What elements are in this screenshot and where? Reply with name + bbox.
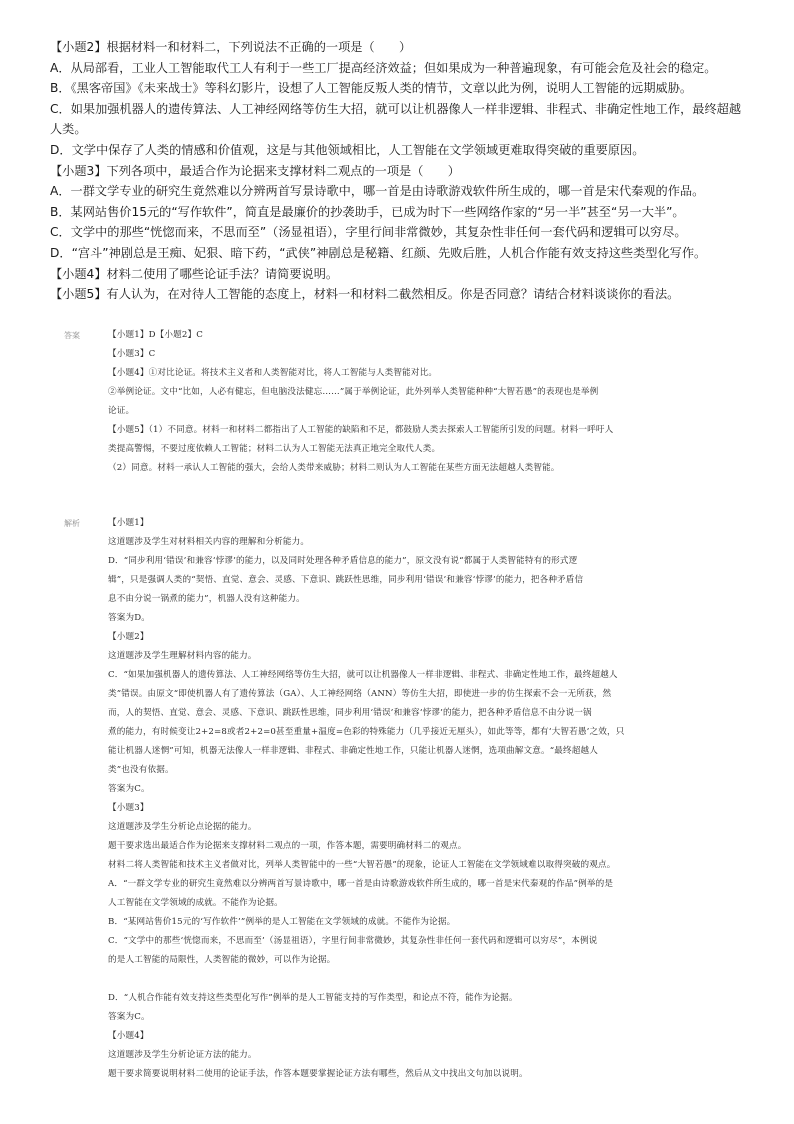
question-line: D．“宫斗”神剧总是王痴、妃狠、暗下药，“武侠”神剧总是秘籍、红颜、先败后胜，人机合作能有效支持这些类型化写作。 xyxy=(50,245,707,260)
analysis-line: 【小题4】 xyxy=(108,1031,149,1041)
analysis-line: 类”错误。由原文“即使机器人有了遗传算法（GA）、人工神经网络（ANN）等仿生大招，即使进一步的仿生探索不会一无所获，然 xyxy=(108,689,612,699)
question-section xyxy=(50,37,770,305)
answer-line: ②举例论证。文中“比如，人必有健忘，但电脑没法健忘……”属于举例论证，此外列举人类智能种种“大智若愚”的表现也是举例 xyxy=(108,387,599,397)
analysis-line: D．“人机合作能有效支持这些类型化写作”例举的是人工智能支持的写作类型，和论点不符，能作为论据。 xyxy=(108,993,518,1003)
analysis-line: 材料二将人类智能和技术主义者做对比，列举人类智能中的一些“大智若愚”的现象，论证人工智能在文学领域难以取得突破的观点。 xyxy=(108,860,616,870)
analysis-line: 题干要求选出最适合作为论据来支撑材料二观点的一项，作答本题，需要明确材料二的观点。 xyxy=(108,841,467,851)
analysis-line: 辑”，只是强调人类的“契悟、直觉、意会、灵感、下意识、跳跃性思维，同步利用‘错误’和兼容‘悖谬’的能力，把各种矛盾信 xyxy=(108,575,584,585)
question-line: 【小题3】下列各项中，最适合作为论据来支撑材料二观点的一项是（ ） xyxy=(50,163,460,178)
analysis-line: 类”也没有依据。 xyxy=(108,765,174,775)
answer-line: 【小题5】（1）不同意。材料一和材料二都指出了人工智能的缺陷和不足，都鼓励人类去探索人工智能所引发的问题。材料一呼吁人 xyxy=(108,425,614,435)
analysis-line: 这道题涉及学生分析论证方法的能力。 xyxy=(108,1050,257,1060)
question-line: 人类。 xyxy=(50,122,87,137)
analysis-line: 息不由分说一锅煮的能力”，机器人没有这种能力。 xyxy=(108,594,305,604)
answer-line: 论证。 xyxy=(108,406,135,416)
analysis-line: 答案为C。 xyxy=(108,784,150,794)
answer-line: （2）同意。材料一承认人工智能的强大，会给人类带来威胁；材料二则认为人工智能在某些方面无法超越人类智能。 xyxy=(108,463,560,473)
spacer xyxy=(108,970,720,989)
analysis-line: B．“某网站售价15元的‘写作软件’”例举的是人工智能在文学领域的成就。不能作为论据。 xyxy=(108,917,456,927)
analysis-line: 这道题涉及学生分析论点论据的能力。 xyxy=(108,822,257,832)
analysis-line: 这道题涉及学生对材料相关内容的理解和分析能力。 xyxy=(108,537,310,547)
answer-line: 类提高警惕，不要过度依赖人工智能；材料二认为人工智能无法真正地完全取代人类。 xyxy=(108,444,441,454)
analysis-line: 煮的能力，有时候变让2+2=8或者2+2=0甚至重量+温度=色彩的特殊能力（几乎接近无厘头），如此等等，都有‘大智若愚’之效，只 xyxy=(108,727,625,737)
answer-line: 【小题3】C xyxy=(108,349,156,359)
answer-line: 【小题4】①对比论证。将技术主义者和人类智能对比，将人工智能与人类智能对比。 xyxy=(108,368,438,378)
question-line: B．某网站售价15元的“写作软件”，简直是最廉价的抄袭助手，已成为时下一些网络作家的“另一半”甚至“另一大半”。 xyxy=(50,204,685,219)
answer-tag: 答案 xyxy=(64,331,80,340)
question-line: 【小题4】材料二使用了哪些论证手法？请简要说明。 xyxy=(50,266,339,281)
answer-section xyxy=(108,326,720,478)
question-line: D．文学中保存了人类的情感和价值观，这是与其他领域相比，人工智能在文学领域更难取得突破的重要原因。 xyxy=(50,142,645,157)
analysis-line: D．“同步利用‘错误’和兼容‘悖谬’的能力，以及同时处理各种矛盾信息的能力”，原文没有说“都属于人类智能特有的形式逻 xyxy=(108,556,578,566)
analysis-line: A．“一群文学专业的研究生竟然难以分辨两首写景诗歌中，哪一首是由诗歌游戏软件所生成的，哪一首是宋代秦观的作品”例举的是 xyxy=(108,879,614,889)
question-line: A．一群文学专业的研究生竟然难以分辨两首写景诗歌中，哪一首是由诗歌游戏软件所生成的，哪一首是宋代秦观的作品。 xyxy=(50,184,705,199)
question-line: C．如果加强机器人的遗传算法、人工神经网络等仿生大招，就可以让机器像人一样非逻辑、非程式、非确定性地工作，最终超越 xyxy=(50,101,742,116)
analysis-line: 这道题涉及学生理解材料内容的能力。 xyxy=(108,651,257,661)
analysis-section xyxy=(108,514,720,1084)
analysis-line: 的是人工智能的局限性，人类智能的微妙，可以作为论据。 xyxy=(108,955,336,965)
question-line: A．从局部看，工业人工智能取代工人有利于一些工厂提高经济效益；但如果成为一种普遍现象，有可能会危及社会的稳定。 xyxy=(50,60,717,75)
analysis-line: 答案为C。 xyxy=(108,1012,150,1022)
analysis-line: 【小题2】 xyxy=(108,632,149,642)
answer-line: 【小题1】D【小题2】C xyxy=(108,330,203,340)
question-line: B．《黑客帝国》《未来战士》等科幻影片，设想了人工智能反叛人类的情节，文章以此为例，说明人工智能的远期威胁。 xyxy=(50,81,693,96)
analysis-line: 而，人的契悟、直觉、意会、灵感、下意识、跳跃性思维，同步利用‘错误’和兼容‘悖谬’的能力，把各种矛盾信息不由分说一锅 xyxy=(108,708,592,718)
question-line: C．文学中的那些“恍惚而来，不思而至”（汤显祖语），字里行间非常微妙，其复杂性非任何一套代码和逻辑可以穷尽。 xyxy=(50,225,687,240)
question-line: 【小题5】有人认为，在对待人工智能的态度上，材料一和材料二截然相反。你是否同意？请结合材料谈谈你的看法。 xyxy=(50,287,680,302)
analysis-line: 【小题3】 xyxy=(108,803,149,813)
question-line: 【小题2】根据材料一和材料二，下列说法不正确的一项是（ ） xyxy=(50,40,412,54)
analysis-line: 能让机器人迷惘”可知，机器无法像人一样非逻辑、非程式、非确定性地工作，只能让机器人迷惘，选项曲解文意。“最终超越人 xyxy=(108,746,598,756)
analysis-line: C．“如果加强机器人的遗传算法、人工神经网络等仿生大招，就可以让机器像人一样非逻辑、非程式、非确定性地工作，最终超越人 xyxy=(108,670,618,680)
analysis-line: 答案为D。 xyxy=(108,613,151,623)
analysis-line: C．“文学中的那些‘恍惚而来，不思而至’（汤显祖语），字里行间非常微妙，其复杂性非任何一套代码和逻辑可以穷尽”，本例说 xyxy=(108,936,598,946)
analysis-line: 【小题1】 xyxy=(108,518,149,528)
analysis-line: 人工智能在文学领域的成就。不能作为论据。 xyxy=(108,898,283,908)
analysis-line: 题干要求简要说明材料二使用的论证手法，作答本题要掌握论证方法有哪些，然后从文中找出文句加以说明。 xyxy=(108,1069,528,1079)
analysis-tag: 解析 xyxy=(64,519,80,528)
